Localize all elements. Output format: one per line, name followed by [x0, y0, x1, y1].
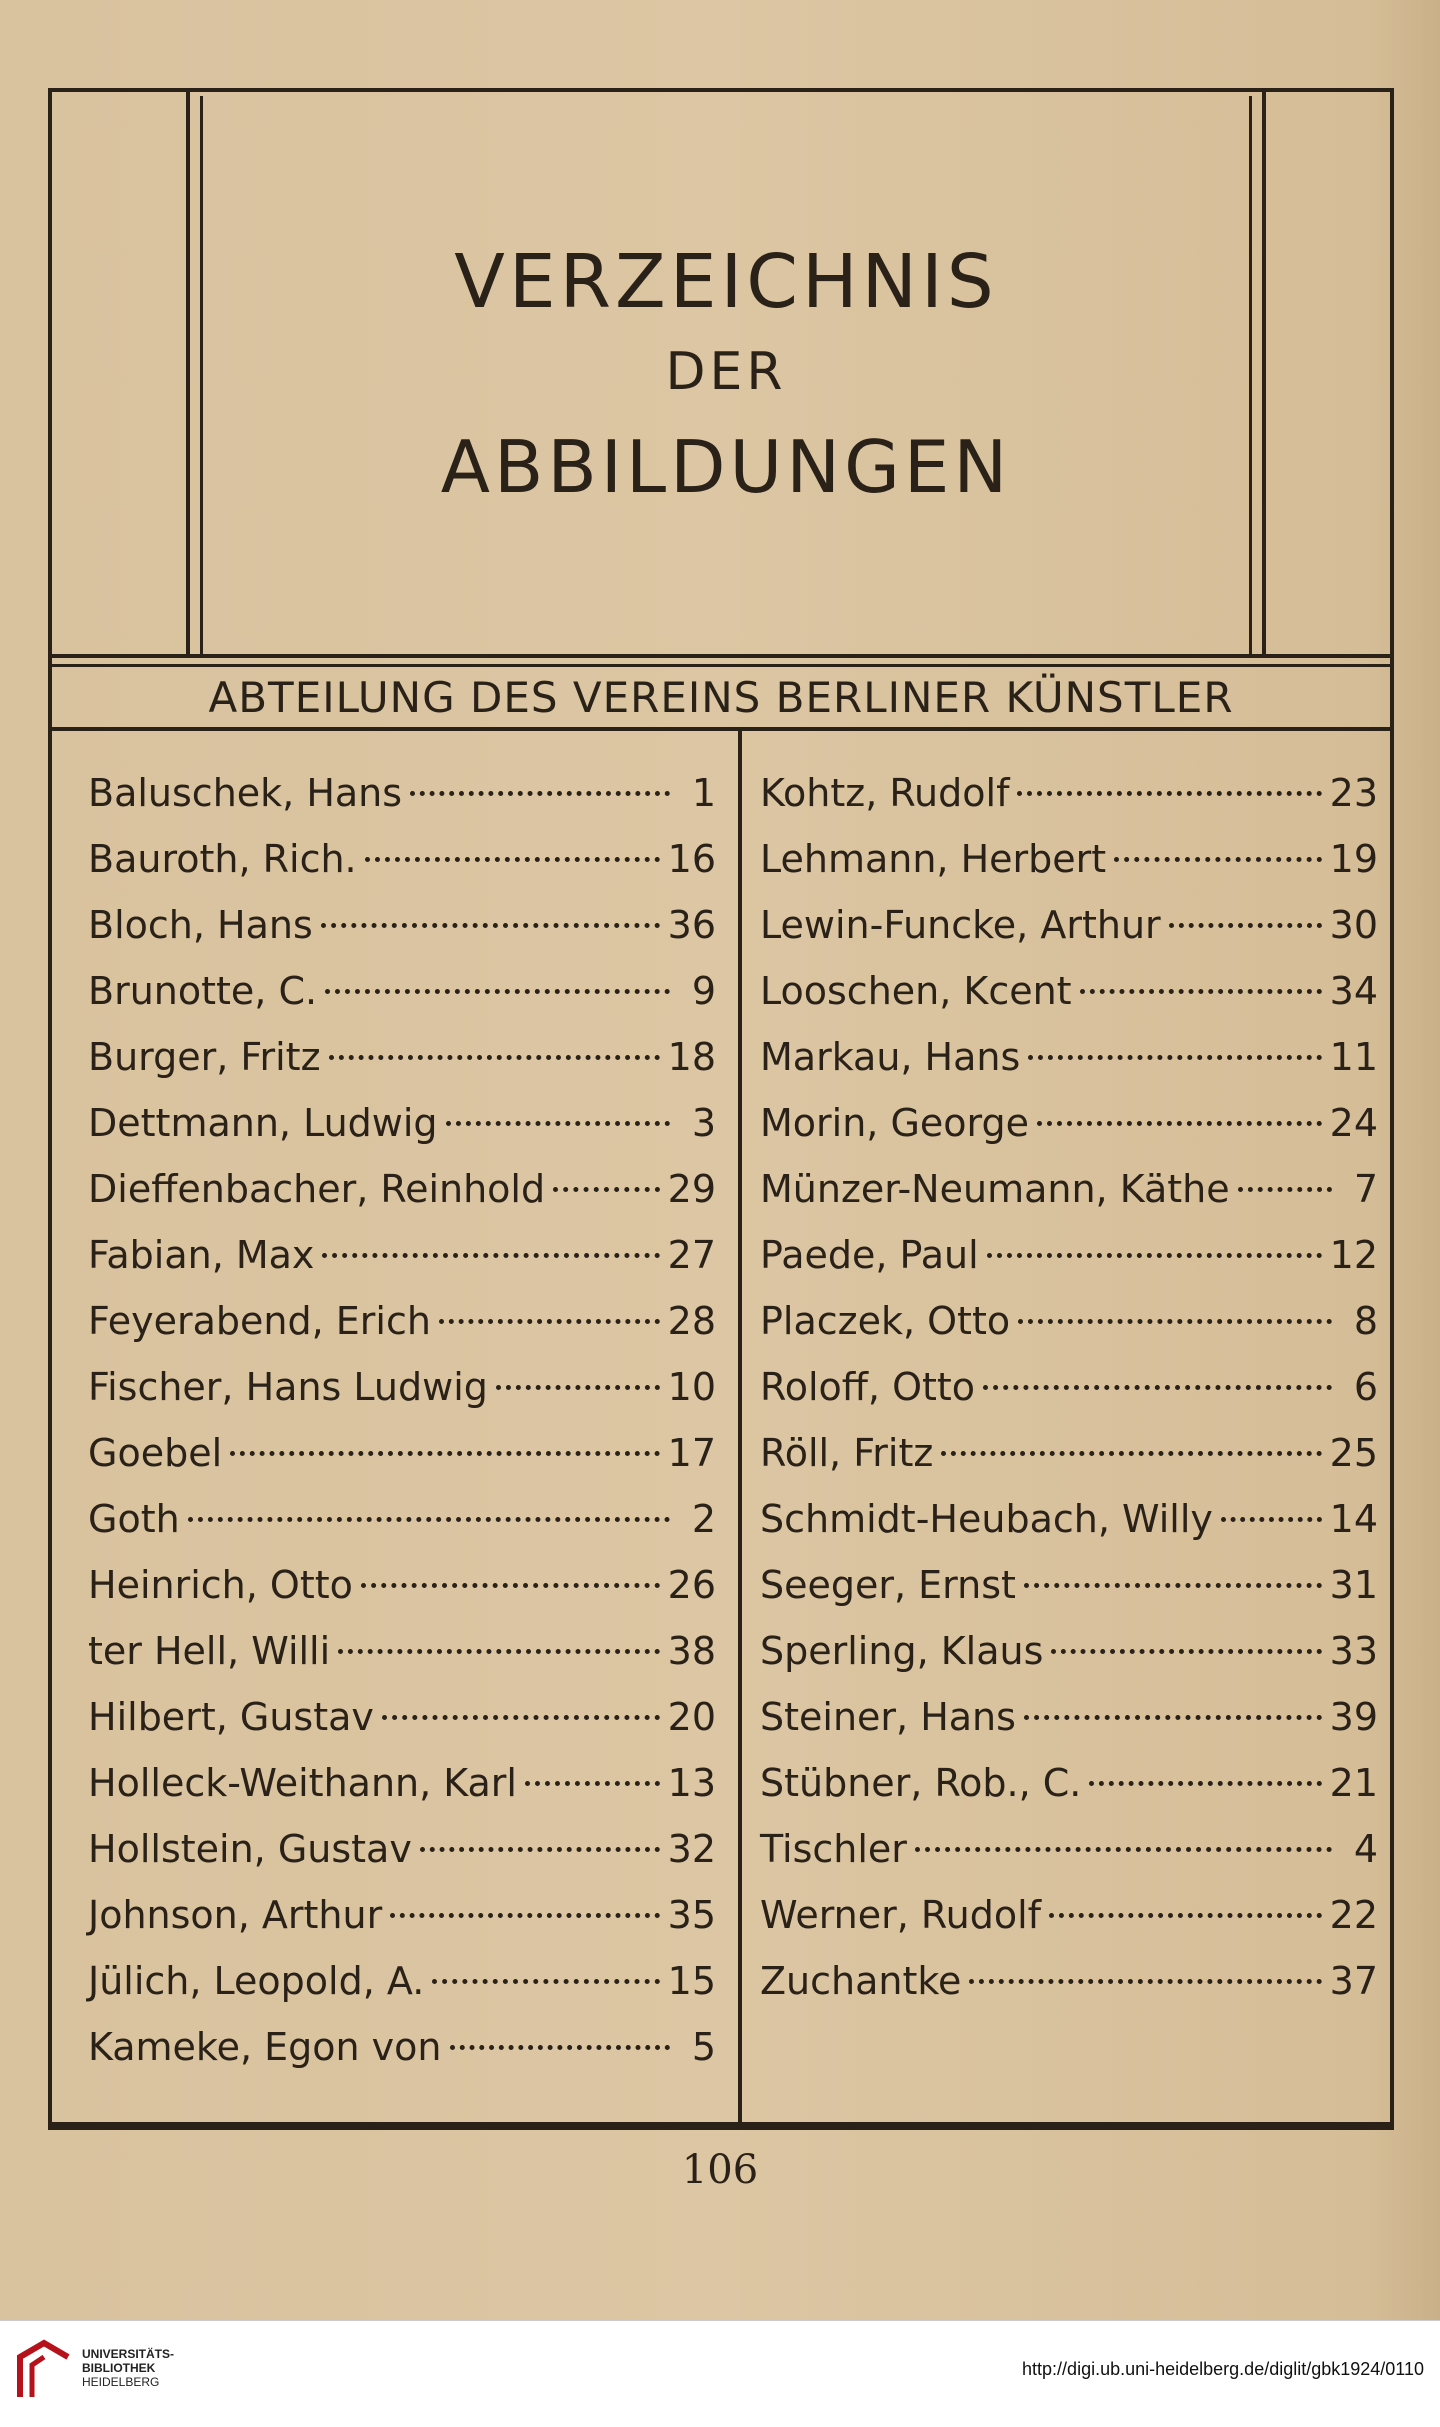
entry-artist-name: Goth	[88, 1497, 180, 1541]
entry-page-number: 1	[691, 771, 716, 815]
entry-leader-dots	[365, 857, 660, 862]
entry-leader-dots	[338, 1649, 659, 1654]
entry-artist-name: Röll, Fritz	[760, 1431, 934, 1475]
entry-leader-dots	[1018, 1319, 1332, 1324]
index-entry	[88, 958, 716, 1024]
entry-leader-dots	[390, 1913, 659, 1918]
library-name-line-3: HEIDELBERG	[82, 2375, 160, 2389]
entry-leader-dots	[439, 1319, 660, 1324]
entry-leader-dots	[321, 923, 660, 928]
entry-leader-dots	[1017, 791, 1321, 796]
entry-leader-dots	[1238, 1187, 1332, 1192]
index-entry	[88, 1816, 716, 1882]
library-name	[82, 2347, 174, 2389]
entry-page-number: 32	[667, 1827, 716, 1871]
entry-page-number: 13	[667, 1761, 716, 1805]
entry-page-number: 29	[667, 1167, 716, 1211]
entry-leader-dots	[325, 989, 670, 994]
entry-page-number: 17	[667, 1431, 716, 1475]
entry-page-number: 2	[691, 1497, 716, 1541]
entry-page-number: 30	[1329, 903, 1378, 947]
entry-artist-name: Hilbert, Gustav	[88, 1695, 374, 1739]
entry-artist-name: Lehmann, Herbert	[760, 837, 1107, 881]
entry-artist-name: Baluschek, Hans	[88, 771, 403, 815]
entry-artist-name: Roloff, Otto	[760, 1365, 976, 1409]
entry-page-number: 16	[667, 837, 716, 881]
entry-page-number: 15	[667, 1959, 716, 2003]
entry-artist-name: Werner, Rudolf	[760, 1893, 1042, 1937]
index-entry	[88, 1090, 716, 1156]
entry-page-number: 3	[691, 1101, 716, 1145]
entry-leader-dots	[1024, 1715, 1322, 1720]
entry-leader-dots	[1221, 1517, 1322, 1522]
page-number: 106	[681, 2147, 759, 2193]
entry-artist-name: Zuchantke	[760, 1959, 962, 2003]
index-column-right	[760, 760, 1378, 2014]
entry-artist-name: Dieffenbacher, Reinhold	[88, 1167, 546, 1211]
entry-leader-dots	[361, 1583, 660, 1588]
index-entry	[88, 1552, 716, 1618]
index-entry	[88, 1420, 716, 1486]
entry-artist-name: Burger, Fritz	[88, 1035, 321, 1079]
entry-artist-name: Goebel	[88, 1431, 223, 1475]
index-entry	[88, 1486, 716, 1552]
index-entry	[760, 1354, 1378, 1420]
index-column-left	[88, 760, 716, 2080]
index-entry	[760, 1288, 1378, 1354]
index-entry	[88, 826, 716, 892]
section-rule-bottom	[52, 727, 1390, 731]
section-heading: ABTEILUNG DES VEREINS BERLINER KÜNSTLER	[208, 673, 1234, 722]
entry-page-number: 22	[1329, 1893, 1378, 1937]
entry-artist-name: Holleck-Weithann, Karl	[88, 1761, 517, 1805]
entry-artist-name: Dettmann, Ludwig	[88, 1101, 438, 1145]
entry-leader-dots	[915, 1847, 1332, 1852]
index-entry	[760, 1552, 1378, 1618]
index-entry	[760, 1618, 1378, 1684]
entry-leader-dots	[230, 1451, 660, 1456]
table-bottom-rule	[52, 2122, 1390, 2126]
entry-page-number: 7	[1353, 1167, 1378, 1211]
entry-leader-dots	[1024, 1583, 1322, 1588]
entry-leader-dots	[969, 1979, 1321, 1984]
entry-leader-dots	[329, 1055, 660, 1060]
index-entry	[760, 892, 1378, 958]
entry-leader-dots	[983, 1385, 1332, 1390]
title-line-3: ABBILDUNGEN	[440, 425, 1012, 509]
entry-page-number: 25	[1329, 1431, 1378, 1475]
column-divider	[738, 731, 742, 2126]
index-entry	[88, 1222, 716, 1288]
index-entry	[88, 892, 716, 958]
entry-leader-dots	[941, 1451, 1321, 1456]
entry-page-number: 5	[691, 2025, 716, 2069]
index-entry	[88, 1684, 716, 1750]
entry-leader-dots	[322, 1253, 659, 1258]
entry-leader-dots	[987, 1253, 1322, 1258]
entry-leader-dots	[410, 791, 670, 796]
entry-leader-dots	[1028, 1055, 1321, 1060]
entry-artist-name: Lewin-Funcke, Arthur	[760, 903, 1161, 947]
index-entry	[760, 1486, 1378, 1552]
entry-leader-dots	[525, 1781, 660, 1786]
entry-leader-dots	[1114, 857, 1321, 862]
index-entry	[88, 1750, 716, 1816]
entry-artist-name: Bauroth, Rich.	[88, 837, 357, 881]
entry-page-number: 39	[1329, 1695, 1378, 1739]
entry-page-number: 34	[1329, 969, 1378, 1013]
index-entry	[88, 2014, 716, 2080]
entry-artist-name: Fabian, Max	[88, 1233, 315, 1277]
entry-artist-name: Placzek, Otto	[760, 1299, 1011, 1343]
entry-leader-dots	[1169, 923, 1322, 928]
entry-leader-dots	[553, 1187, 660, 1192]
entry-leader-dots	[188, 1517, 670, 1522]
index-entry	[760, 760, 1378, 826]
entry-leader-dots	[446, 1121, 670, 1126]
entry-artist-name: Bloch, Hans	[88, 903, 313, 947]
entry-artist-name: Schmidt-Heubach, Willy	[760, 1497, 1213, 1541]
entry-artist-name: ter Hell, Willi	[88, 1629, 331, 1673]
index-entry	[88, 1948, 716, 2014]
entry-leader-dots	[382, 1715, 660, 1720]
entry-artist-name: Brunotte, C.	[88, 969, 318, 1013]
entry-artist-name: Markau, Hans	[760, 1035, 1021, 1079]
index-entry	[760, 1684, 1378, 1750]
entry-artist-name: Feyerabend, Erich	[88, 1299, 431, 1343]
index-entry	[760, 958, 1378, 1024]
entry-artist-name: Johnson, Arthur	[88, 1893, 383, 1937]
entry-artist-name: Steiner, Hans	[760, 1695, 1016, 1739]
entry-page-number: 19	[1329, 837, 1378, 881]
section-rule-top	[52, 654, 1390, 658]
entry-page-number: 6	[1353, 1365, 1378, 1409]
entry-page-number: 4	[1353, 1827, 1378, 1871]
entry-page-number: 12	[1329, 1233, 1378, 1277]
entry-artist-name: Stübner, Rob., C.	[760, 1761, 1082, 1805]
entry-page-number: 28	[667, 1299, 716, 1343]
entry-page-number: 27	[667, 1233, 716, 1277]
entry-page-number: 8	[1353, 1299, 1378, 1343]
entry-artist-name: Jülich, Leopold, A.	[88, 1959, 425, 2003]
index-entry	[760, 1882, 1378, 1948]
entry-page-number: 26	[667, 1563, 716, 1607]
entry-page-number: 31	[1329, 1563, 1378, 1607]
index-entry	[88, 1354, 716, 1420]
library-name-line-1: UNIVERSITÄTS-	[82, 2347, 175, 2361]
entry-artist-name: Morin, George	[760, 1101, 1029, 1145]
entry-page-number: 9	[691, 969, 716, 1013]
source-url-link[interactable]: http://digi.ub.uni-heidelberg.de/diglit/gbk1924/0110	[1022, 2359, 1424, 2379]
entry-page-number: 24	[1329, 1101, 1378, 1145]
entry-page-number: 20	[667, 1695, 716, 1739]
index-entry	[760, 1090, 1378, 1156]
index-entry	[760, 1750, 1378, 1816]
index-entry	[760, 1948, 1378, 2014]
entry-page-number: 23	[1329, 771, 1378, 815]
index-entry	[88, 1156, 716, 1222]
entry-artist-name: Kohtz, Rudolf	[760, 771, 1010, 815]
entry-page-number: 37	[1329, 1959, 1378, 2003]
entry-page-number: 18	[667, 1035, 716, 1079]
entry-leader-dots	[1037, 1121, 1322, 1126]
title-line-2: DER	[665, 342, 787, 402]
entry-page-number: 33	[1329, 1629, 1378, 1673]
entry-artist-name: Münzer-Neumann, Käthe	[760, 1167, 1230, 1211]
entry-page-number: 10	[667, 1365, 716, 1409]
entry-leader-dots	[1051, 1649, 1321, 1654]
index-entry	[88, 760, 716, 826]
entry-leader-dots	[450, 2045, 671, 2050]
index-entry	[88, 1618, 716, 1684]
index-entry	[760, 1156, 1378, 1222]
entry-artist-name: Seeger, Ernst	[760, 1563, 1016, 1607]
index-entry	[88, 1288, 716, 1354]
entry-page-number: 11	[1329, 1035, 1378, 1079]
entry-page-number: 38	[667, 1629, 716, 1673]
entry-artist-name: Tischler	[760, 1827, 907, 1871]
library-footer	[0, 2320, 1440, 2427]
entry-page-number: 21	[1329, 1761, 1378, 1805]
library-name-line-2: BIBLIOTHEK	[82, 2361, 156, 2375]
entry-leader-dots	[1049, 1913, 1322, 1918]
entry-leader-dots	[1080, 989, 1322, 994]
entry-artist-name: Paede, Paul	[760, 1233, 979, 1277]
entry-artist-name: Hollstein, Gustav	[88, 1827, 412, 1871]
index-entry	[88, 1882, 716, 1948]
index-entry	[88, 1024, 716, 1090]
entry-artist-name: Kameke, Egon von	[88, 2025, 442, 2069]
entry-artist-name: Looschen, Kcent	[760, 969, 1072, 1013]
index-entry	[760, 1222, 1378, 1288]
index-entry	[760, 1816, 1378, 1882]
entry-artist-name: Sperling, Klaus	[760, 1629, 1044, 1673]
entry-artist-name: Heinrich, Otto	[88, 1563, 353, 1607]
index-entry	[760, 1420, 1378, 1486]
index-entry	[760, 826, 1378, 892]
entry-leader-dots	[1089, 1781, 1321, 1786]
entry-page-number: 35	[667, 1893, 716, 1937]
entry-leader-dots	[432, 1979, 659, 1984]
title-line-1: VERZEICHNIS	[454, 239, 998, 325]
entry-leader-dots	[496, 1385, 660, 1390]
entry-page-number: 36	[667, 903, 716, 947]
entry-leader-dots	[420, 1847, 660, 1852]
library-logo-icon	[14, 2337, 74, 2403]
entry-artist-name: Fischer, Hans Ludwig	[88, 1365, 488, 1409]
page-title	[200, 232, 1252, 522]
entry-page-number: 14	[1329, 1497, 1378, 1541]
index-entry	[760, 1024, 1378, 1090]
